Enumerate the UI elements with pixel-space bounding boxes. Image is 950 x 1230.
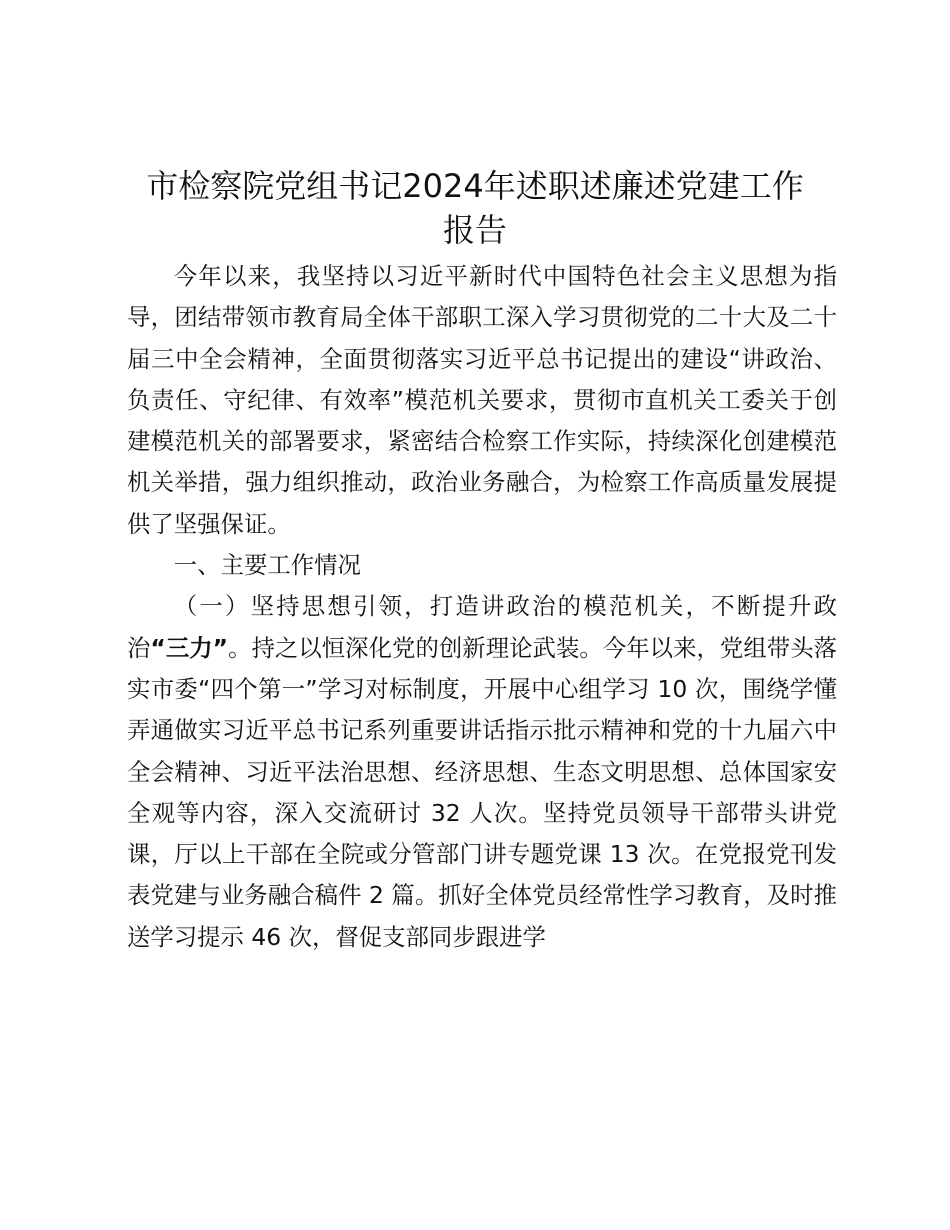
title-line-2: 报告 bbox=[442, 211, 507, 249]
section-heading: 一、主要工作情况 bbox=[173, 551, 361, 580]
document-body bbox=[127, 256, 837, 958]
title-line-1: 市检察院党组书记2024年述职述廉述党建工作 bbox=[146, 167, 804, 205]
subsection-bold-term: “三力” bbox=[150, 633, 229, 662]
intro-paragraph: 今年以来，我坚持以习近平新时代中国特色社会主义思想为指导，团结带领市教育局全体干部职工深入学习贯彻党的二十大及二十届三中全会精神，全面贯彻落实习近平总书记提出的建设“讲政治、负责任、守纪律、有效率”模范机关要求，贯彻市直机关工委关于创建模范机关的部署要求，紧密结合检察工作实际，持续深化创建模范机关举措，强力组织推动，政治业务融合，为检察工作高质量发展提供了坚强保证。 bbox=[127, 262, 837, 538]
document-title bbox=[100, 164, 850, 252]
subsection-body: 。持之以恒深化党的创新理论武装。今年以来，党组带头落实市委“四个第一”学习对标制度，开展中心组学习 10 次，围绕学懂弄通做实习近平总书记系列重要讲话指示批示精神和党的十九届六中全会精神、习近平法治思想、经济思想、生态文明思想、总体国家安全观等内容，深入交流研讨 32 人次。坚持党员领导干部带头讲党课，厅以上干部在全院或分管部门讲专题党课 13 次。在党报党刊发表党建与业务融合稿件 2 篇。抓好全体党员经常性学习教育，及时推送学习提示 46 次，督促支部同步跟进学 bbox=[127, 633, 837, 951]
subsection-lead: （一）坚持思想引领，打造讲政治的模范机关，不断提升政治 bbox=[127, 592, 837, 662]
subsection-paragraph bbox=[127, 586, 837, 958]
